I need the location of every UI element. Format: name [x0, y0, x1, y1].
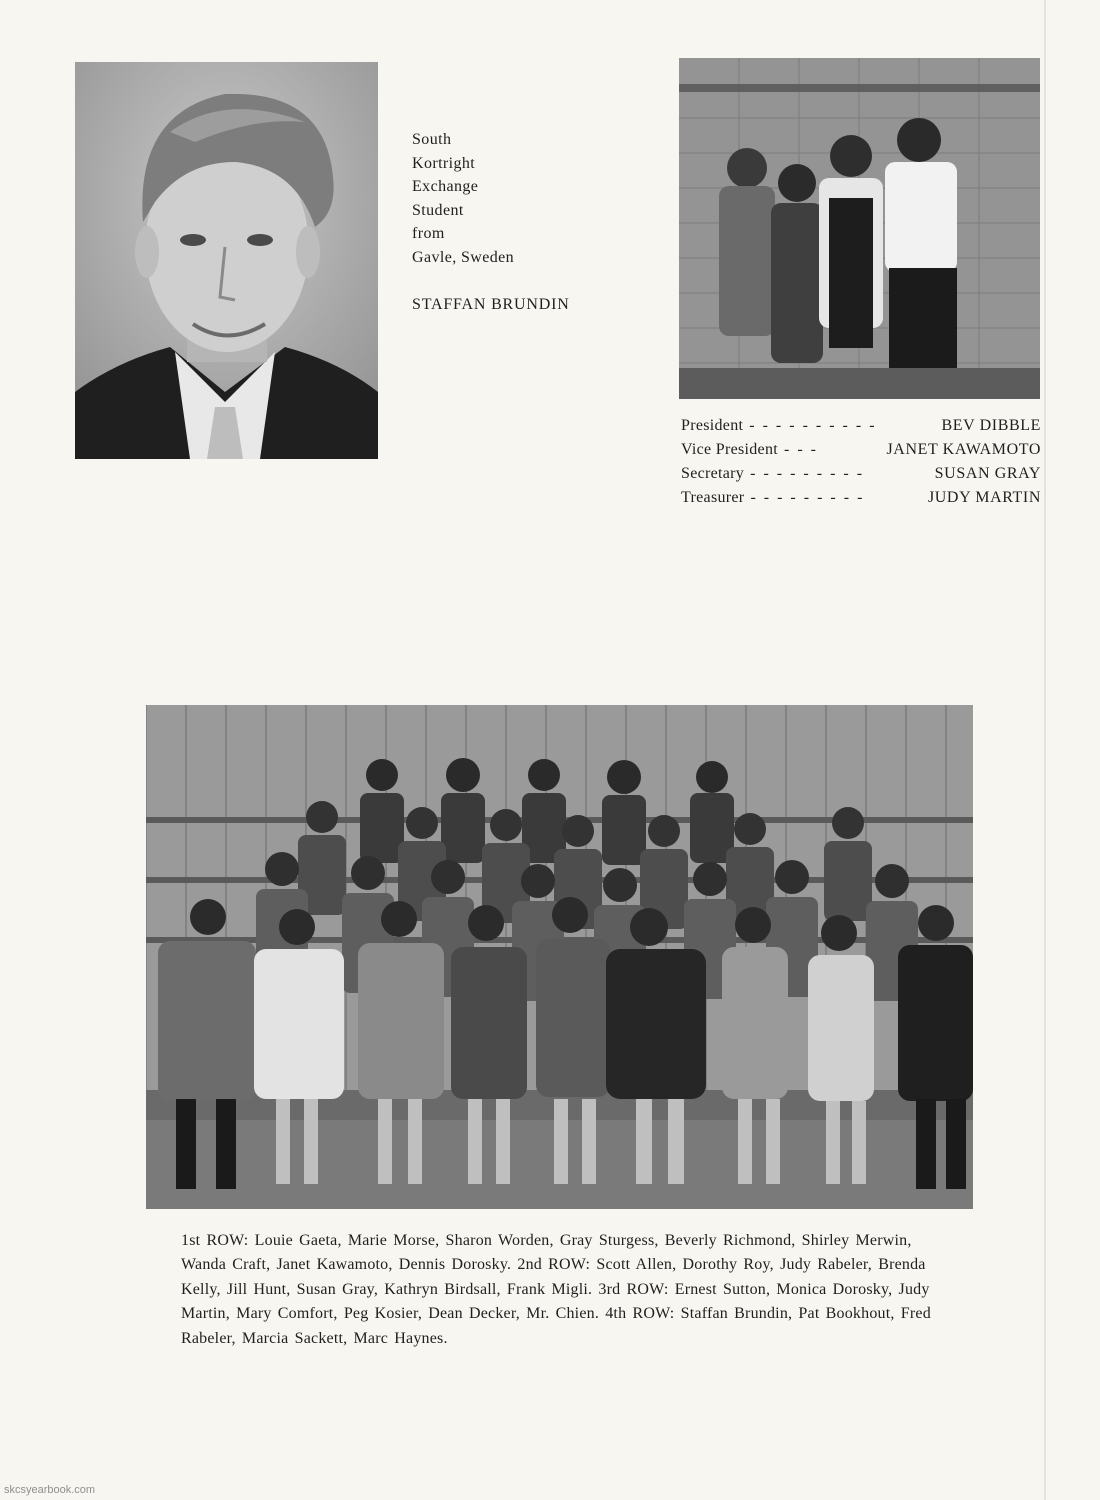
dot-leader: - - - — [784, 441, 818, 458]
officers-photo — [679, 58, 1040, 399]
officer-title: President — [681, 417, 744, 434]
blurb-line: Exchange — [412, 178, 479, 196]
officer-title: Vice President — [681, 441, 778, 458]
officer-name: SUSAN GRAY — [934, 465, 1041, 482]
officer-title: Treasurer — [681, 489, 745, 506]
officer-row — [681, 486, 1041, 510]
dot-leader: - - - - - - - - - — [750, 465, 865, 482]
officer-row — [681, 438, 1041, 462]
officer-name: JUDY MARTIN — [927, 489, 1041, 506]
blurb-line: Kortright — [412, 154, 476, 172]
dot-leader: - - - - - - - - - - — [749, 417, 877, 434]
officer-row — [681, 414, 1041, 438]
officer-name: JANET KAWAMOTO — [886, 441, 1041, 458]
officer-name: BEV DIBBLE — [941, 417, 1041, 434]
officer-title: Secretary — [681, 465, 745, 482]
officer-row — [681, 462, 1041, 486]
dot-leader: - - - - - - - - - — [750, 489, 865, 506]
exchange-student-portrait — [75, 62, 378, 459]
page-edge — [1044, 0, 1046, 1500]
blurb-line: Gavle, Sweden — [412, 248, 515, 266]
blurb-line: Student — [412, 201, 464, 219]
group-photo — [146, 705, 973, 1209]
group-photo-caption: 1st ROW: Louie Gaeta, Marie Morse, Sharon Worden, Gray Sturgess, Beverly Richmond, Shirley Merwin, Wanda Craft, Janet Kawamoto, Dennis Dorosky. 2nd ROW: Scott Allen, Dorothy Roy, Judy Rabeler, Brenda Kelly, Jill Hunt, Susan Gray, Kathryn Birdsall, Frank Migli. 3rd ROW: Ernest Sutton, Monica Dorosky, Judy Martin, Mary Comfort, Peg Kosier, Dean Decker, Mr. Chien. 4th ROW: Staffan Brundin, Pat Bookhout, Fred Rabeler, Marcia Sackett, Marc Haynes. — [181, 1232, 931, 1347]
watermark: skcsyearbook.com — [4, 1484, 96, 1496]
blurb-line: from — [412, 225, 445, 243]
exchange-student-blurb — [412, 128, 570, 316]
exchange-student-name: STAFFAN BRUNDIN — [412, 295, 570, 313]
officers-list — [681, 414, 1041, 510]
blurb-line: South — [412, 131, 452, 148]
